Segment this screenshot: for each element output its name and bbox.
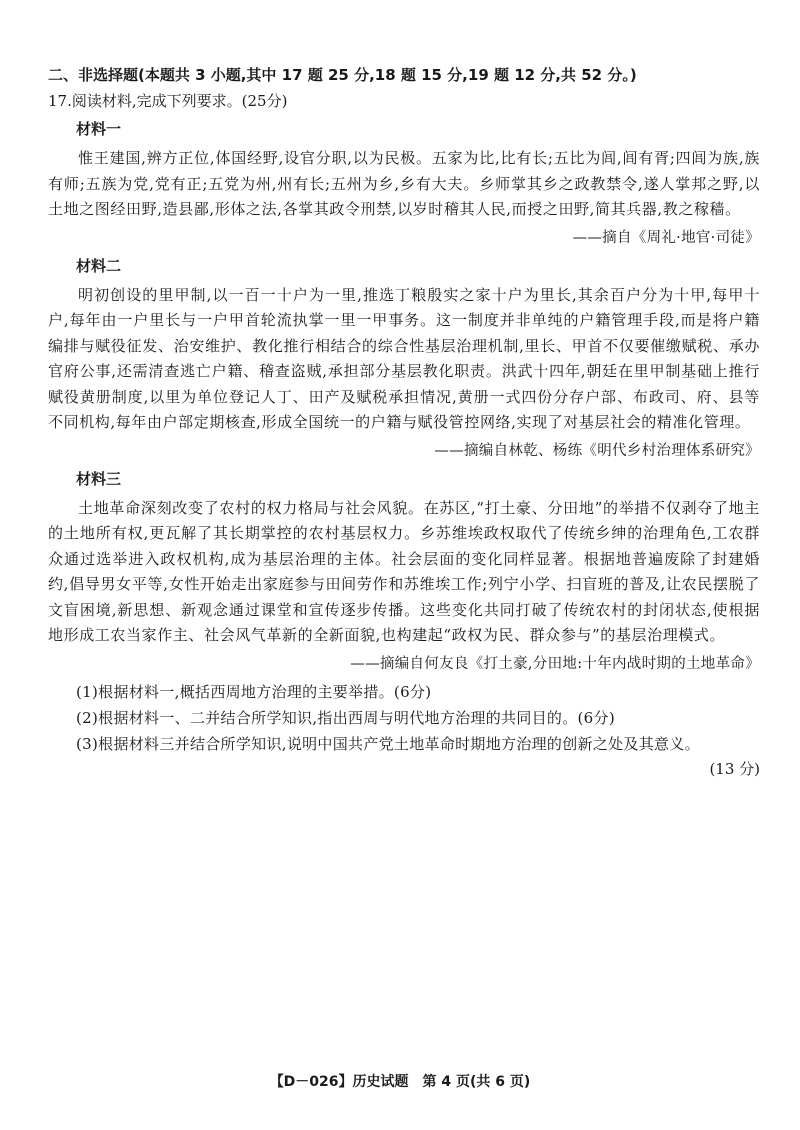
sub-question-3-score: (13 分) (709, 759, 760, 778)
sub-question-1: (1)根据材料一,概括西周地方治理的主要举措。(6分) (76, 682, 432, 701)
material-one (48, 118, 760, 249)
section-header: 二、非选择题(本题共 3 小题,其中 17 题 25 分,18 题 15 分,19 题 12 分,共 52 分。) (48, 66, 637, 84)
sub-questions (48, 679, 760, 781)
question-17-title: 17.阅读材料,完成下列要求。(25分) (48, 92, 288, 110)
material-three-title: 材料三 (76, 469, 122, 488)
material-three-source: ——摘编自何友良《打土豪,分田地:十年内战时期的土地革命》 (350, 655, 760, 672)
material-two-source: ——摘编自林乾、杨练《明代乡村治理体系研究》 (434, 442, 760, 459)
material-two-text: 明初创设的里甲制,以一百一十户为一里,推选丁粮殷实之家十户为里长,其余百户分为十甲,每甲十户,每年由一户里长与一户甲首轮流执掌一里一甲事务。这一制度并非单纯的户籍管理手段,而是将户籍编排与赋役征发、治安维护、教化推行相结合的综合性基层治理机制,里长、甲首不仅要催缴赋税、承办官府公事,还需清查逃亡户籍、稽查盗贼,承担部分基层教化职责。洪武十四年,朝廷在里甲制基础上推行赋役黄册制度,以里为单位登记人丁、田产及赋税承担情况,黄册一式四份分存户部、布政司、府、县等不同机构,每年由户部定期核查,形成全国统一的户籍与赋役管控网络,实现了对基层社会的精准化管理。 (48, 285, 760, 431)
material-two (48, 255, 760, 462)
sub-question-2: (2)根据材料一、二并结合所学知识,指出西周与明代地方治理的共同目的。(6分) (76, 708, 615, 727)
material-two-title: 材料二 (76, 256, 122, 275)
material-one-text: 惟王建国,辨方正位,体国经野,设官分职,以为民极。五家为比,比有长;五比为闾,闾有胥;四闾为族,族有师;五族为党,党有正;五党为州,州有长;五州为乡,乡有大夫。乡师掌其乡之政教禁令,遂人掌邦之野,以土地之图经田野,造县鄙,形体之法,各掌其政令刑禁,以岁时稽其人民,而授之田野,简其兵器,教之稼穑。 (48, 149, 760, 218)
material-one-source: ——摘自《周礼·地官·司徒》 (572, 229, 760, 246)
material-three-text: 土地革命深刻改变了农村的权力格局与社会风貌。在苏区,“打土豪、分田地”的举措不仅剥夺了地主的土地所有权,更瓦解了其长期掌控的农村基层权力。乡苏维埃政权取代了传统乡绅的治理角色,工农群众通过选举进入政权机构,成为基层治理的主体。社会层面的变化同样显著。根据地普遍废除了封建婚约,倡导男女平等,女性开始走出家庭参与田间劳作和苏维埃工作;列宁小学、扫盲班的普及,让农民摆脱了文盲困境,新思想、新观念通过课堂和宣传逐步传播。这些变化共同打破了传统农村的封闭状态,使根据地形成工农当家作主、社会风气革新的全新面貌,也构建起“政权为民、群众参与”的基层治理模式。 (48, 498, 760, 644)
material-one-title: 材料一 (76, 120, 122, 138)
sub-question-3: (3)根据材料三并结合所学知识,说明中国共产党土地革命时期地方治理的创新之处及其意义。 (76, 734, 700, 753)
material-three (48, 468, 760, 675)
page-footer: 【D－026】历史试题 第 4 页(共 6 页) (269, 1074, 531, 1090)
exam-page (48, 64, 760, 781)
